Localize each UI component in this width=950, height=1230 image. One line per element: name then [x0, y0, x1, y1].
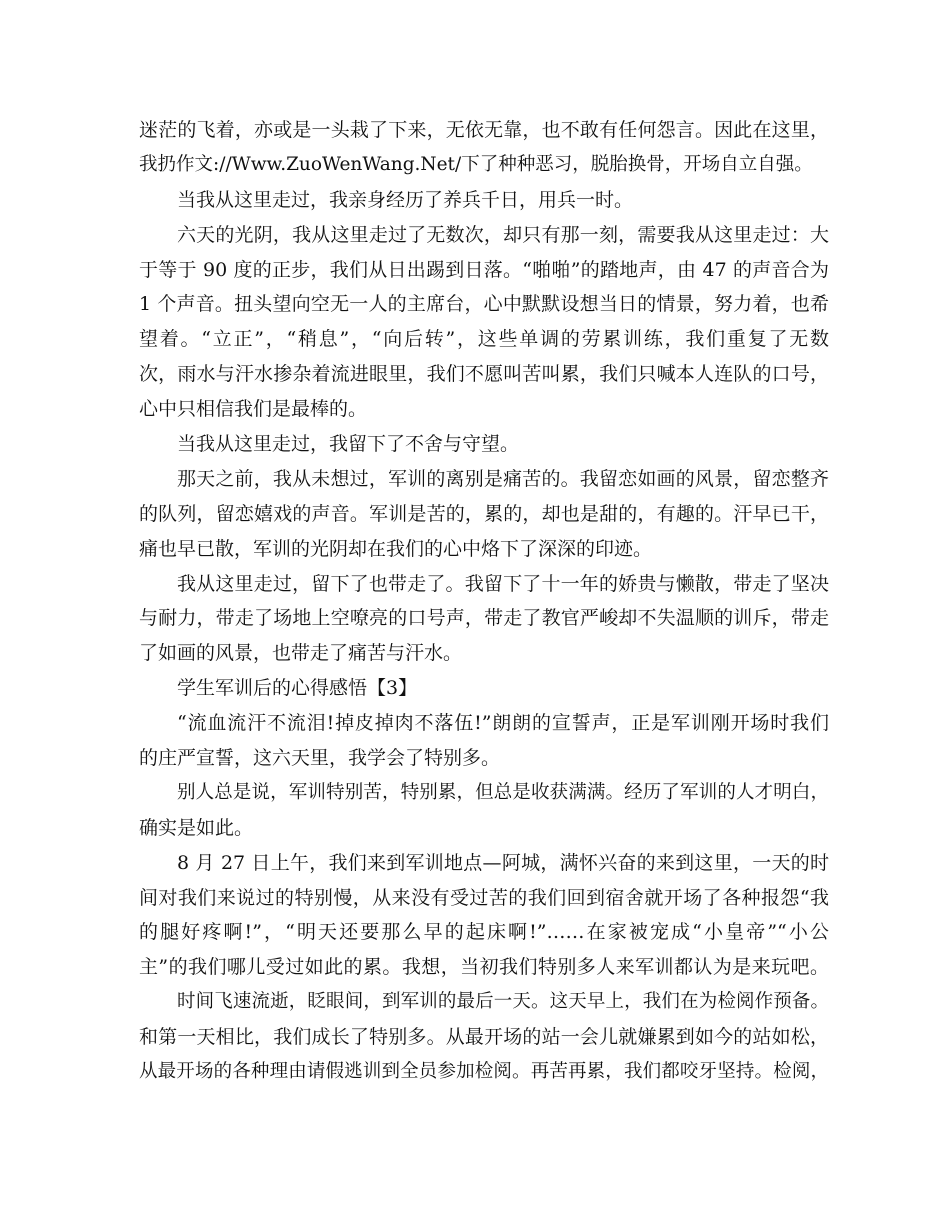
text-line: 的庄严宣誓，这六天里，我学会了特别多。: [139, 747, 501, 770]
text-line: 和第一天相比，我们成长了特别多。从最开场的站一会儿就嫌累到如今的站如松，: [139, 1026, 829, 1049]
document-body: [139, 113, 829, 1090]
text-line: 8 月 27 日上午，我们来到军训地点—阿城，满怀兴奋的来到这里，一天的时: [177, 851, 829, 874]
text-line: 心中只相信我们是最棒的。: [139, 398, 368, 421]
text-line: 主”的我们哪儿受过如此的累。我想，当初我们特别多人来军训都认为是来玩吧。: [139, 956, 829, 979]
text-line: 时间飞速流逝，眨眼间，到军训的最后一天。这天早上，我们在为检阅作预备。: [177, 991, 829, 1013]
text-line: 当我从这里走过，我留下了不舍与守望。: [177, 433, 520, 456]
text-line: 从最开场的各种理由请假逃训到全员参加检阅。再苦再累，我们都咬牙坚持。检阅，: [139, 1061, 829, 1083]
text-line: 当我从这里走过，我亲身经历了养兵千日，用兵一时。: [177, 188, 634, 211]
text-line: 望着。“立正”，“稍息”，“向后转”，这些单调的劳累训练，我们重复了无数: [139, 328, 829, 351]
text-line: 学生军训后的心得感悟【3】: [177, 677, 418, 700]
text-line: 于等于 90 度的正步，我们从日出踢到日落。“啪啪”的踏地声，由 47 的声音合为: [139, 258, 829, 281]
text-line: 确实是如此。: [139, 816, 254, 839]
text-line: 间对我们来说过的特别慢，从来没有受过苦的我们回到宿舍就开场了各种报怨“我: [139, 886, 829, 909]
text-line: 次，雨水与汗水掺杂着流进眼里，我们不愿叫苦叫累，我们只喊本人连队的口号，: [139, 363, 829, 386]
text-line: 与耐力，带走了场地上空嘹亮的口号声，带走了教官严峻却不失温顺的训斥，带走: [139, 607, 829, 630]
text-line: 我扔作文://Www.ZuoWenWang.Net/下了种种恶习，脱胎换骨，开场自立自强。: [139, 153, 813, 175]
text-line: “流血流汗不流泪!掉皮掉肉不落伍!”朗朗的宣誓声，正是军训刚开场时我们: [177, 712, 829, 735]
text-line: 六天的光阴，我从这里走过了无数次，却只有那一刻，需要我从这里走过：大: [177, 223, 829, 246]
text-line: 那天之前，我从未想过，军训的离别是痛苦的。我留恋如画的风景，留恋整齐: [177, 467, 829, 490]
text-line: 痛也早已散，军训的光阴却在我们的心中烙下了深深的印迹。: [139, 537, 653, 560]
text-line: 别人总是说，军训特别苦，特别累，但总是收获满满。经历了军训的人才明白，: [177, 781, 829, 803]
text-line: 1 个声音。扭头望向空无一人的主席台，心中默默设想当日的情景，努力着，也希: [139, 293, 829, 316]
text-line: 的腿好疼啊!”，“明天还要那么早的起床啊!”……在家被宠成“小皇帝”“小公: [139, 921, 829, 944]
text-line: 了如画的风景，也带走了痛苦与汗水。: [139, 642, 463, 665]
text-line: 的队列，留恋嬉戏的声音。军训是苦的，累的，却也是甜的，有趣的。汗早已干，: [139, 502, 829, 525]
text-line: 迷茫的飞着，亦或是一头栽了下来，无依无靠，也不敢有任何怨言。因此在这里，: [139, 119, 829, 141]
text-line: 我从这里走过，留下了也带走了。我留下了十一年的娇贵与懒散，带走了坚决: [177, 572, 829, 595]
